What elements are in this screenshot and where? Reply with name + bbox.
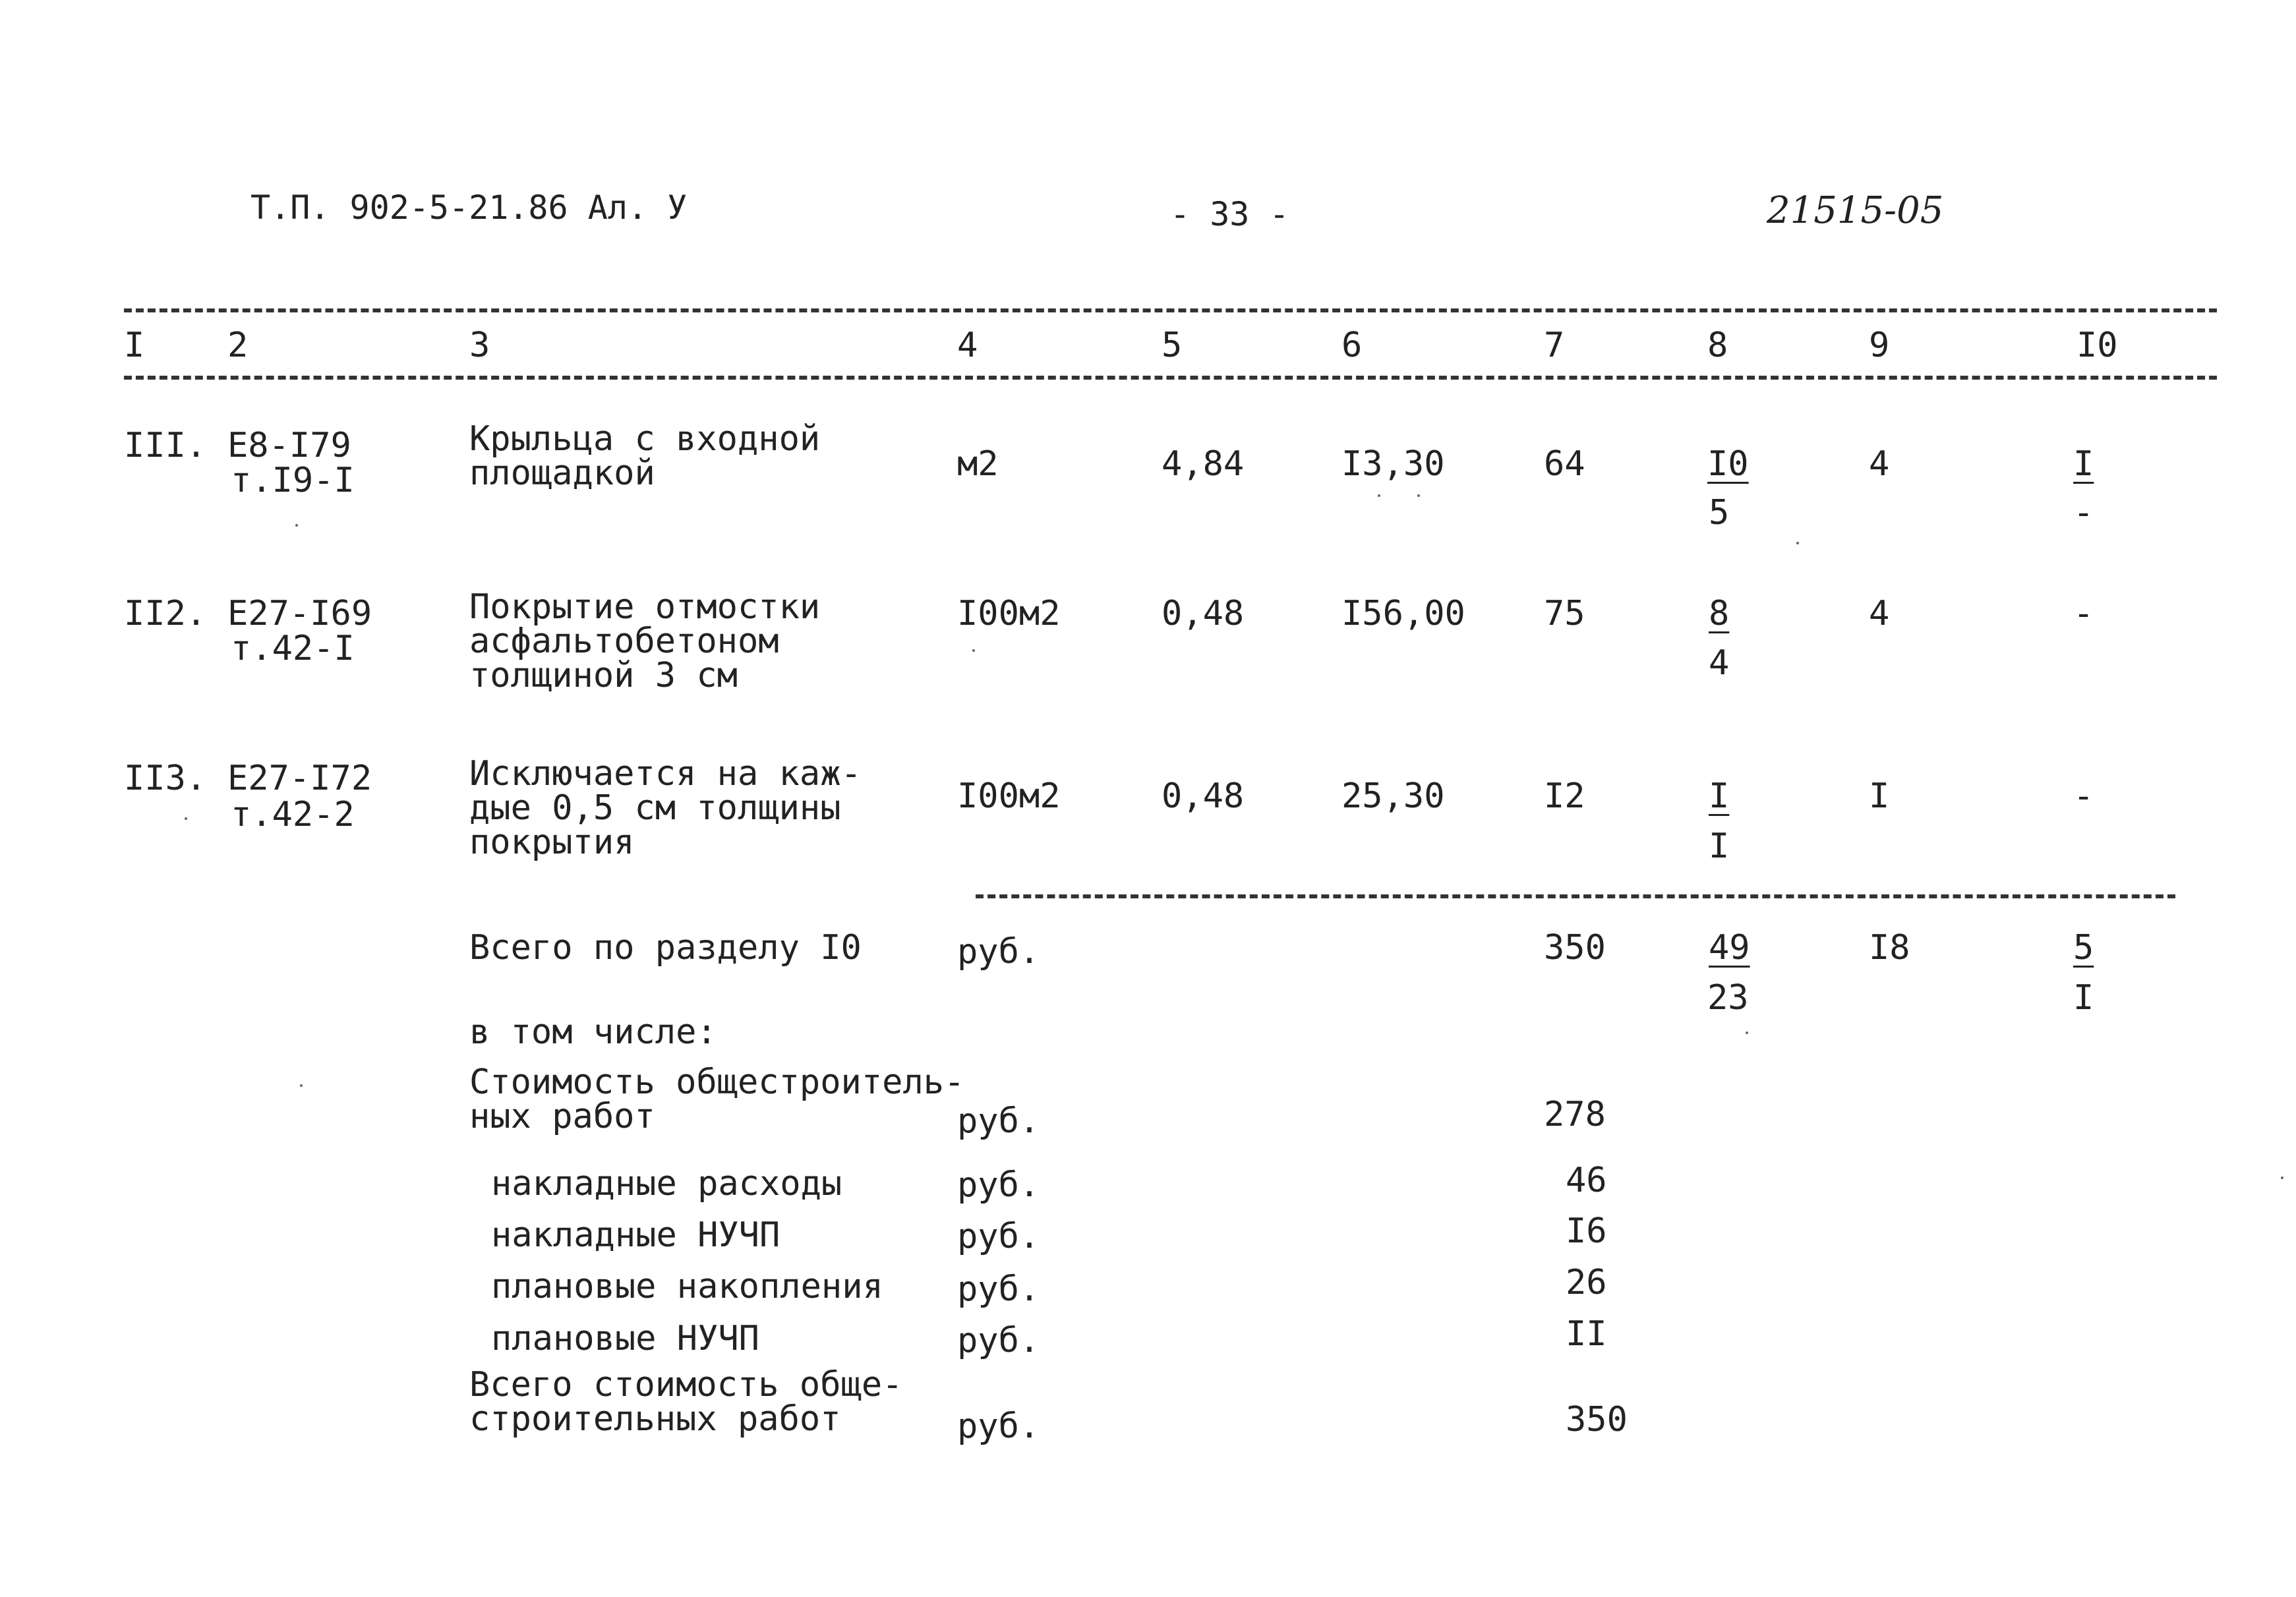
column-header-6: 6: [1341, 326, 1363, 365]
header-bottom-rule: [124, 376, 2217, 380]
col8-bottom: 5: [1709, 493, 1730, 533]
breakdown-intro: в том числе:: [469, 1012, 717, 1052]
column-header-9: 9: [1869, 326, 1890, 365]
col8-bottom: I: [1709, 827, 1730, 866]
section-total-col8-bottom: 23: [1707, 978, 1749, 1018]
breakdown-unit: руб.: [957, 1269, 1040, 1309]
work-name: Исключается на каж- дые 0,5 см толщины покрытия: [469, 754, 862, 862]
col9: I: [1869, 776, 1890, 816]
section-total-unit: руб.: [957, 932, 1040, 972]
breakdown-value: 26: [1566, 1263, 1607, 1302]
column-header-1: I: [124, 326, 145, 365]
column-header-4: 4: [957, 326, 978, 365]
scan-speck: [1746, 1031, 1748, 1034]
total-cost: 64: [1544, 444, 1585, 484]
page-number: - 33 -: [1170, 195, 1289, 233]
breakdown-unit: руб.: [957, 1165, 1040, 1205]
quantity: 0,48: [1162, 594, 1245, 633]
unit-price: I56,00: [1341, 594, 1465, 633]
work-name: Крыльца с входной площадкой: [469, 419, 821, 493]
unit: м2: [957, 444, 999, 484]
col8-top: I: [1709, 776, 1730, 816]
unit-price: 25,30: [1341, 776, 1445, 816]
row-number: II2.: [124, 594, 207, 633]
breakdown-label: плановые накопления: [491, 1267, 883, 1306]
scan-speck: [2281, 1176, 2283, 1179]
norm-table: т.42-I: [231, 629, 355, 668]
norm-code: E8-I79: [227, 426, 351, 465]
column-header-5: 5: [1162, 326, 1183, 365]
breakdown-label: Стоимость общестроитель- ных работ: [469, 1062, 965, 1136]
work-name: Покрытие отмостки асфальтобетоном толщиной 3 см: [469, 587, 821, 695]
norm-code: E27-I72: [227, 759, 372, 798]
scan-speck: [972, 649, 975, 652]
col10-bottom: -: [2073, 493, 2094, 533]
breakdown-label: Всего стоимость обще- строительных работ: [469, 1365, 903, 1439]
breakdown-unit: руб.: [957, 1407, 1040, 1446]
col10-top: I: [2073, 444, 2094, 484]
norm-code: E27-I69: [227, 594, 372, 633]
row-number: II3.: [124, 759, 207, 798]
quantity: 0,48: [1162, 776, 1245, 816]
total-cost: 75: [1544, 594, 1585, 633]
breakdown-value: II: [1566, 1314, 1607, 1354]
scan-speck: [300, 1084, 303, 1087]
breakdown-unit: руб.: [957, 1217, 1040, 1256]
col8-top: 8: [1709, 594, 1730, 633]
column-header-8: 8: [1707, 326, 1728, 365]
total-cost: I2: [1544, 776, 1585, 816]
breakdown-unit: руб.: [957, 1101, 1040, 1141]
col9: 4: [1869, 444, 1890, 484]
breakdown-value: 278: [1544, 1095, 1606, 1134]
unit: I00м2: [957, 594, 1061, 633]
breakdown-label: плановые НУЧП: [491, 1319, 759, 1358]
breakdown-unit: руб.: [957, 1321, 1040, 1360]
section-total-col8-top: 49: [1709, 928, 1750, 968]
unit: I00м2: [957, 776, 1061, 816]
section-total-col10-top: 5: [2073, 928, 2094, 968]
row-number: III.: [124, 426, 207, 465]
section-total-col10-bottom: I: [2073, 978, 2094, 1018]
breakdown-label: накладные расходы: [491, 1164, 842, 1204]
norm-table: т.42-2: [231, 795, 355, 834]
column-header-7: 7: [1544, 326, 1565, 365]
section-total-label: Всего по разделу I0: [469, 928, 862, 968]
quantity: 4,84: [1162, 444, 1245, 484]
scan-speck: [295, 524, 298, 527]
scan-speck: [1378, 494, 1380, 497]
col10-top: -: [2073, 776, 2094, 816]
column-header-10: I0: [2076, 326, 2118, 365]
unit-price: I3,30: [1341, 444, 1445, 484]
breakdown-value: 350: [1566, 1400, 1628, 1439]
document-reference: Т.П. 902-5-21.86 Ал. У: [250, 189, 688, 227]
col9: 4: [1869, 594, 1890, 633]
col10-top: -: [2073, 594, 2094, 633]
scan-speck: [1796, 542, 1799, 544]
scan-speck: [185, 817, 187, 820]
breakdown-label: накладные НУЧП: [491, 1215, 780, 1255]
column-header-2: 2: [227, 326, 249, 365]
section-total-col9: I8: [1869, 928, 1910, 968]
table-top-rule: [124, 308, 2217, 312]
breakdown-value: 46: [1566, 1161, 1607, 1200]
col8-top: I0: [1707, 444, 1749, 484]
subtotal-rule: [976, 894, 2175, 898]
breakdown-value: I6: [1566, 1211, 1607, 1251]
column-header-3: 3: [469, 326, 490, 365]
scan-speck: [1417, 494, 1420, 497]
section-total-value: 350: [1544, 928, 1606, 968]
norm-table: т.I9-I: [231, 461, 355, 500]
col8-bottom: 4: [1709, 643, 1730, 683]
archive-stamp: 21515-05: [1767, 189, 1944, 232]
